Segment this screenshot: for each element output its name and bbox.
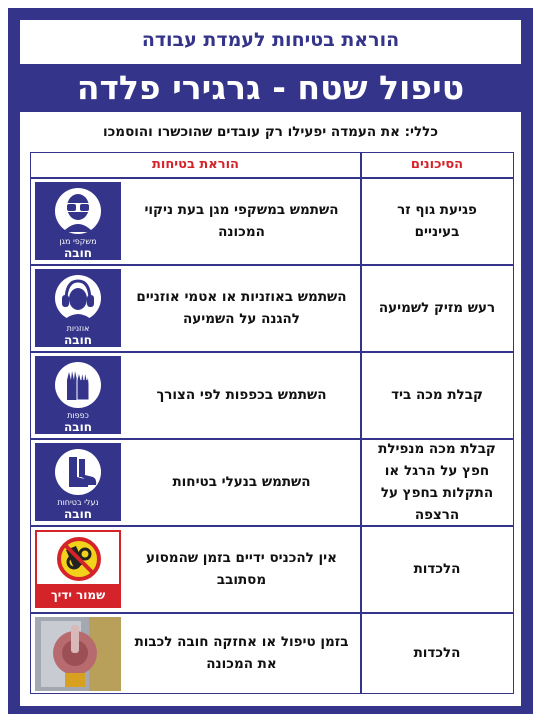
badge-mandatory: חובה <box>64 246 92 260</box>
general-note: כללי: את העמדה יפעילו רק עובדים שהוכשרו והוסמכו <box>103 124 438 140</box>
instruction-text: אין להכניס ידיים בזמן שהמסוע מסתובב <box>146 550 337 588</box>
main-switch-photo <box>35 617 121 691</box>
risk-text: פגיעת גוף זר בעיניים <box>397 202 477 240</box>
warning-caption: שמור ידיך <box>37 584 119 606</box>
badge-caption: נעלי בטיחות <box>57 498 99 507</box>
ear-protection-icon <box>55 275 101 321</box>
gloves-badge <box>35 356 121 434</box>
header-instructions: הוראת בטיחות <box>152 157 239 172</box>
gloves-icon <box>55 362 101 408</box>
safety-boots-icon <box>55 449 101 495</box>
badge-caption: כפפות <box>67 411 89 420</box>
no-hands-warning <box>35 530 121 608</box>
badge-caption: אוזניות <box>66 324 90 333</box>
header-risks: הסיכונים <box>410 157 464 172</box>
safety-goggles-icon <box>55 188 101 234</box>
instruction-text: השתמש בכפפות לפי הצורך <box>156 387 327 403</box>
sign-subtitle: הוראת בטיחות לעמדת עבודה <box>141 29 400 51</box>
risk-text: הלכדות <box>413 645 461 661</box>
instruction-text: בזמן טיפול או אחזקה חובה לכבות את המכונה <box>134 634 349 672</box>
goggles-badge <box>35 182 121 260</box>
badge-mandatory: חובה <box>64 333 92 347</box>
instruction-text: השתמש במשקפי מגן בעת ניקוי המכונה <box>144 202 339 240</box>
badge-mandatory: חובה <box>64 420 92 434</box>
badge-caption: משקפי מגן <box>59 237 97 246</box>
risk-text: קבלת מכה מנפילת חפץ על הרגל או התקלות בחפץ על הרצפה <box>378 441 496 523</box>
safety-table <box>30 152 514 694</box>
no-hands-gears-icon <box>56 536 102 582</box>
safety-boots-badge <box>35 443 121 521</box>
risk-text: רעש מזיק לשמיעה <box>378 300 496 316</box>
risk-text: קבלת מכה ביד <box>391 387 483 403</box>
badge-mandatory: חובה <box>64 507 92 521</box>
ear-protection-badge <box>35 269 121 347</box>
instruction-text: השתמש באוזניות או אטמי אוזניים להגנה על השמיעה <box>136 289 347 327</box>
instruction-text: השתמש בנעלי בטיחות <box>172 474 311 490</box>
sign-title: טיפול שטח - גרגירי פלדה <box>8 64 533 112</box>
risk-text: הלכדות <box>413 561 461 577</box>
